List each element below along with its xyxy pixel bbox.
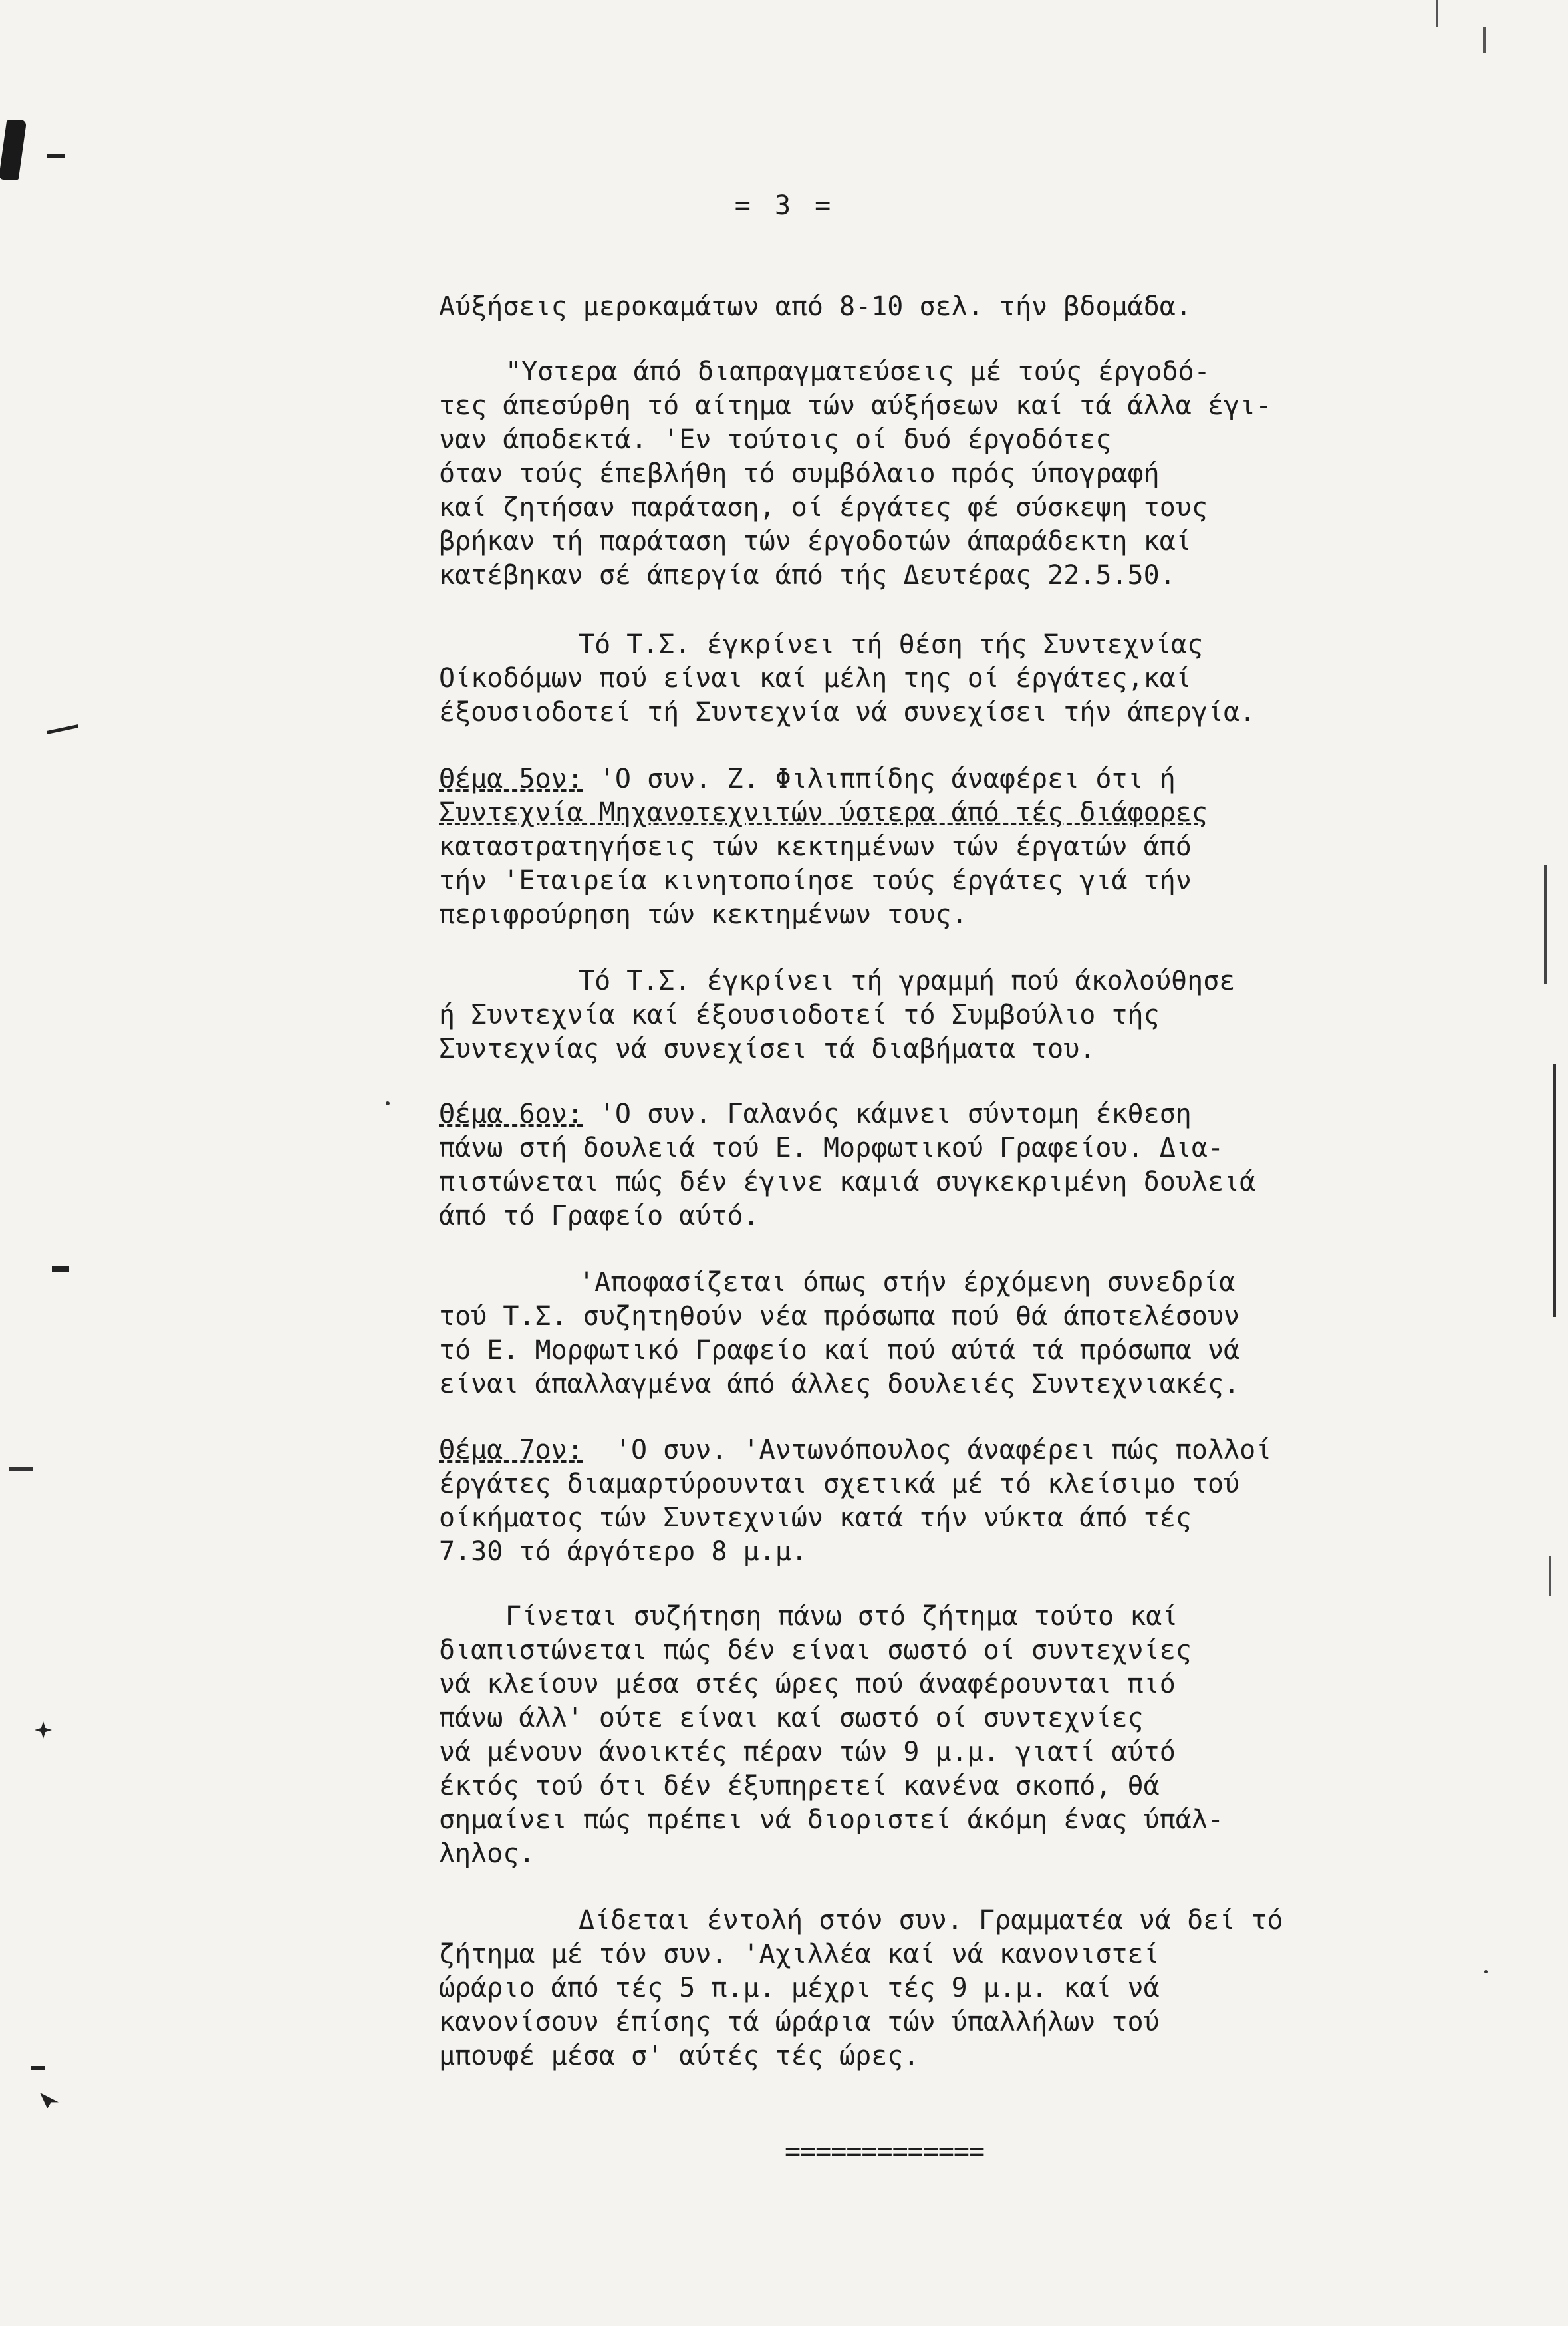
scan-speck bbox=[386, 1101, 390, 1105]
scan-artifact-mark bbox=[1549, 1556, 1551, 1596]
text-line: έργάτες διαμαρτύρουνται σχετικά μέ τό κλείσιμο τού bbox=[439, 1469, 1240, 1499]
theme-7-heading: Θέμα 7ον: bbox=[439, 1435, 583, 1465]
text-line: τήν 'Εταιρεία κινητοποίησε τούς έργάτες γιά τήν bbox=[439, 865, 1192, 896]
paragraph-opening-hours-discussion bbox=[439, 1600, 1503, 1871]
scan-artifact-mark bbox=[1544, 865, 1547, 984]
paragraph-ts-approves-strike bbox=[439, 628, 1503, 730]
text-line: όταν τούς έπεβλήθη τό συμβόλαιο πρός ύπογραφή bbox=[439, 458, 1160, 489]
text-line: τες άπεσύρθη τό αίτημα τών αύξήσεων καί τά άλλα έγι- bbox=[439, 390, 1272, 421]
text-line: έξουσιοδοτεί τή Συντεχνία νά συνεχίσει τήν άπεργία. bbox=[439, 697, 1256, 728]
text-line: Δίδεται έντολή στόν συν. Γραμματέα νά δεί τό bbox=[579, 1905, 1283, 1936]
text-line: είναι άπαλλαγμένα άπό άλλες δουλειές Συντεχνιακές. bbox=[439, 1369, 1240, 1399]
theme-5-heading: Θέμα 5ον: bbox=[439, 764, 583, 794]
text-line: καταστρατηγήσεις τών κεκτημένων τών έργατών άπό bbox=[439, 831, 1192, 862]
text-line: Τό Τ.Σ. έγκρίνει τή γραμμή πού άκολούθησε bbox=[579, 966, 1236, 996]
text-line: νά κλείουν μέσα στές ώρες πού άναφέρουνται πιό bbox=[439, 1669, 1176, 1699]
section-theme-7 bbox=[439, 1433, 1503, 1569]
text-line: σημαίνει πώς πρέπει νά διοριστεί άκόμη ένας ύπάλ- bbox=[439, 1805, 1224, 1835]
text-line: "Υστερα άπό διαπραγματεύσεις μέ τούς έργοδό- bbox=[505, 357, 1210, 387]
scan-artifact-mark bbox=[1553, 1064, 1556, 1317]
paragraph-continuation bbox=[439, 290, 1503, 324]
text-line: τού Τ.Σ. συζητηθούν νέα πρόσωπα πού θά άποτελέσουν bbox=[439, 1301, 1240, 1332]
text-line: βρήκαν τή παράταση τών έργοδοτών άπαράδεκτη καί bbox=[439, 526, 1192, 557]
scan-artifact-mark bbox=[0, 120, 27, 180]
text-line: άπό τό Γραφείο αύτό. bbox=[439, 1201, 759, 1231]
scan-artifact-mark bbox=[31, 2066, 45, 2070]
text-line: 'Ο συν. Ζ. Φιλιππίδης άναφέρει ότι ή bbox=[583, 764, 1176, 794]
scan-speck bbox=[1484, 1970, 1488, 1973]
scan-artifact-mark bbox=[1436, 0, 1438, 27]
text-line: τό Ε. Μορφωτικό Γραφείο καί πού αύτά τά πρόσωπα νά bbox=[439, 1335, 1240, 1366]
text-line: 7.30 τό άργότερο 8 μ.μ. bbox=[439, 1536, 807, 1567]
paragraph-instruction-secretary bbox=[439, 1904, 1503, 2073]
text-line: κατέβηκαν σέ άπεργία άπό τής Δευτέρας 22.5.50. bbox=[439, 560, 1176, 591]
text-line: νά μένουν άνοικτές πέραν τών 9 μ.μ. γιατί αύτό bbox=[439, 1737, 1176, 1767]
text-line: Οίκοδόμων πού είναι καί μέλη της οί έργάτες,καί bbox=[439, 663, 1192, 694]
text-line: έκτός τού ότι δέν έξυπηρετεί κανένα σκοπό, θά bbox=[439, 1771, 1160, 1801]
text-line: πιστώνεται πώς δέν έγινε καμιά συγκεκριμένη δουλειά bbox=[439, 1167, 1256, 1197]
text-line: καί ζητήσαν παράταση, οί έργάτες φέ σύσκεψη τους bbox=[439, 492, 1208, 523]
scan-artifact-mark bbox=[9, 1467, 33, 1471]
text-line: Συντεχνίας νά συνεχίσει τά διαβήματα του. bbox=[439, 1034, 1096, 1064]
text-line: 'Ο συν. 'Αντωνόπουλος άναφέρει πώς πολλοί bbox=[583, 1435, 1272, 1465]
text-line: μπουφέ μέσα σ' αύτές τές ώρες. bbox=[439, 2041, 920, 2071]
text-line: πάνω στή δουλειά τού Ε. Μορφωτικού Γραφείου. Δια- bbox=[439, 1133, 1224, 1163]
text-line: Συντεχνία Μηχανοτεχνιτών ύστερα άπό τές διάφορες bbox=[439, 798, 1208, 828]
paragraph-ts-approves-line bbox=[439, 964, 1503, 1066]
text-line: 'Αποφασίζεται όπως στήν έρχόμενη συνεδρία bbox=[579, 1267, 1236, 1298]
closing-rule: ============= bbox=[785, 2136, 985, 2167]
text-line: ληλος. bbox=[439, 1838, 535, 1869]
theme-6-heading: Θέμα 6ον: bbox=[439, 1099, 583, 1129]
scan-artifact-mark bbox=[1483, 27, 1486, 53]
scan-artifact-mark bbox=[40, 2093, 59, 2108]
text-line: ή Συντεχνία καί έξουσιοδοτεί τό Συμβούλιο τής bbox=[439, 1000, 1160, 1030]
section-theme-6 bbox=[439, 1097, 1503, 1233]
text-line: κανονίσουν έπίσης τά ώράρια τών ύπαλλήλων τού bbox=[439, 2007, 1160, 2037]
text-line: 'Ο συν. Γαλανός κάμνει σύντομη έκθεση bbox=[583, 1099, 1192, 1129]
text-line: πάνω άλλ' ούτε είναι καί σωστό οί συντεχνίες bbox=[439, 1703, 1144, 1733]
text-line: περιφρούρηση τών κεκτημένων τους. bbox=[439, 899, 968, 930]
text-line: διαπιστώνεται πώς δέν είναι σωστό οί συντεχνίες bbox=[439, 1635, 1192, 1666]
paragraph-decision-education-office bbox=[439, 1266, 1503, 1401]
text-line: οίκήματος τών Συντεχνιών κατά τήν νύκτα άπό τές bbox=[439, 1503, 1192, 1533]
scan-artifact-mark bbox=[35, 1721, 52, 1739]
paragraph-negotiations bbox=[439, 355, 1503, 593]
text-line: Αύξήσεις μεροκαμάτων από 8-10 σελ. τήν βδομάδα. bbox=[439, 291, 1192, 322]
scan-artifact-mark bbox=[47, 154, 65, 158]
text-line: Τό Τ.Σ. έγκρίνει τή θέση τής Συντεχνίας bbox=[579, 629, 1204, 660]
section-theme-5 bbox=[439, 762, 1503, 932]
text-line: Γίνεται συζήτηση πάνω στό ζήτημα τούτο καί bbox=[505, 1601, 1178, 1632]
scan-artifact-mark bbox=[52, 1266, 69, 1272]
text-line: ζήτημα μέ τόν συν. 'Αχιλλέα καί νά κανονιστεί bbox=[439, 1939, 1160, 1969]
text-line: ναν άποδεκτά. 'Εν τούτοις οί δυό έργοδότες bbox=[439, 424, 1112, 455]
text-line: ώράριο άπό τές 5 π.μ. μέχρι τές 9 μ.μ. καί νά bbox=[439, 1973, 1160, 2003]
scan-artifact-mark bbox=[47, 724, 78, 734]
page-number: = 3 = bbox=[734, 190, 835, 221]
